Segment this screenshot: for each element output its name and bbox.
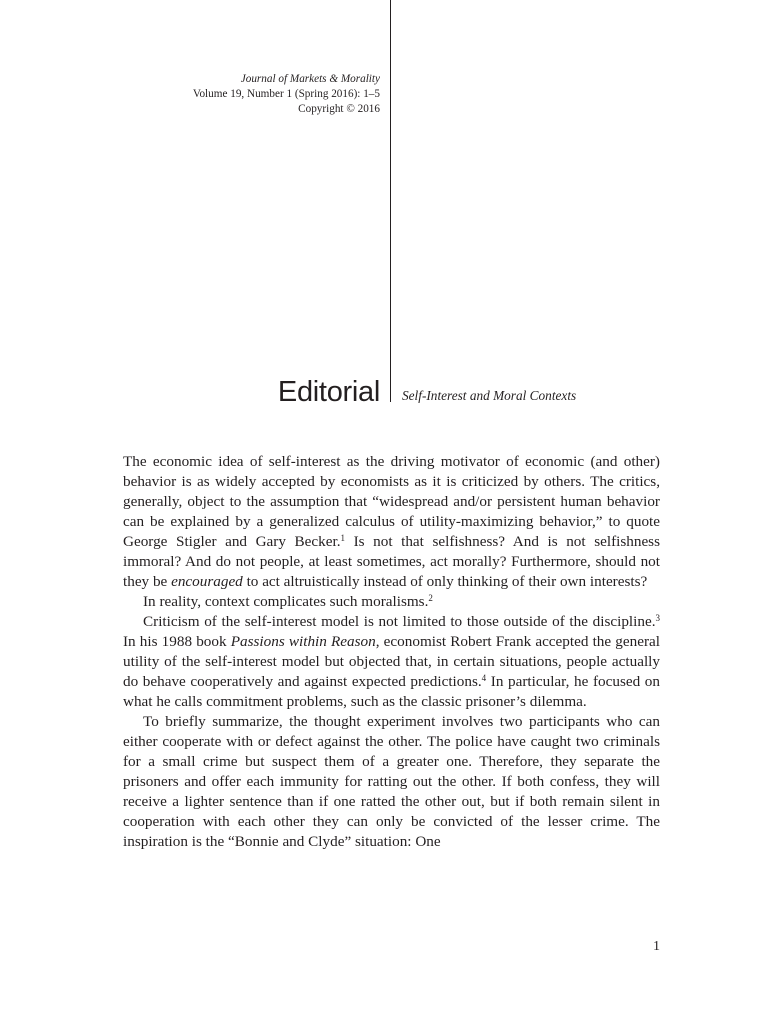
- title-vertical-rule: [390, 92, 391, 402]
- paragraph: In reality, context complicates such moralisms.$^2$: [143, 593, 433, 610]
- volume-line: Volume 19, Number 1 (Spring 2016): 1–5: [192, 88, 380, 100]
- top-vertical-rule: [390, 0, 391, 92]
- section-title: Editorial: [277, 376, 380, 408]
- paragraph: The economic idea of self-interest as the driving motivator of economic (and other) behavior is as widely accepted by economists as it is criticized by others. The critics, generally, object to the assumption that “widespread and/or persistent human behavior can be explained by a generalized calculus of utility-maximizing behavior,” to quote George Stigler and Gary Becker.$^1$ Is not that selfishness? And is not selfishness immoral? And do not people, at least sometimes, act morally? Furthermore, should not they be encouraged to act altruistically instead of only thinking of their own interests?: [123, 453, 661, 590]
- page-number: 1: [653, 939, 660, 954]
- paragraph: To briefly summarize, the thought experiment involves two participants who can either cooperate with or defect against the other. The police have caught two criminals for a small crime but suspect them of a greater one. Therefore, they separate the prisoners and offer each immunity for ratting out the other. If both confess, they will receive a lighter sentence than if one ratted the other out, but if both remain silent in cooperation with each other they can only be convicted of the lesser crime. The inspiration is the “Bonnie and Clyde” situation: One: [123, 713, 660, 850]
- journal-name: Journal of Markets & Morality: [240, 73, 380, 85]
- journal-citation: [193, 72, 380, 117]
- footnote-ref[interactable]: 3: [655, 613, 660, 623]
- footnote-ref[interactable]: 4: [481, 673, 487, 683]
- article-body: [123, 452, 660, 852]
- footnote-ref[interactable]: 2: [428, 593, 433, 603]
- footnote-ref[interactable]: 1: [340, 533, 345, 543]
- copyright-line: Copyright © 2016: [298, 103, 380, 115]
- article-subtitle: Self-Interest and Moral Contexts: [402, 388, 577, 403]
- paragraph: Criticism of the self-interest model is not limited to those outside of the discipline.$^3$ In his 1988 book Passions within Reason, economist Robert Frank accepted the general utility of the self-interest model but objected that, in certain situations, people actually do behave cooperatively and against expected predictions.$^4$ In particular, he focused on what he calls commitment problems, such as the classic prisoner’s dilemma.: [123, 613, 660, 710]
- book-title: Passions within Reason: [230, 633, 376, 650]
